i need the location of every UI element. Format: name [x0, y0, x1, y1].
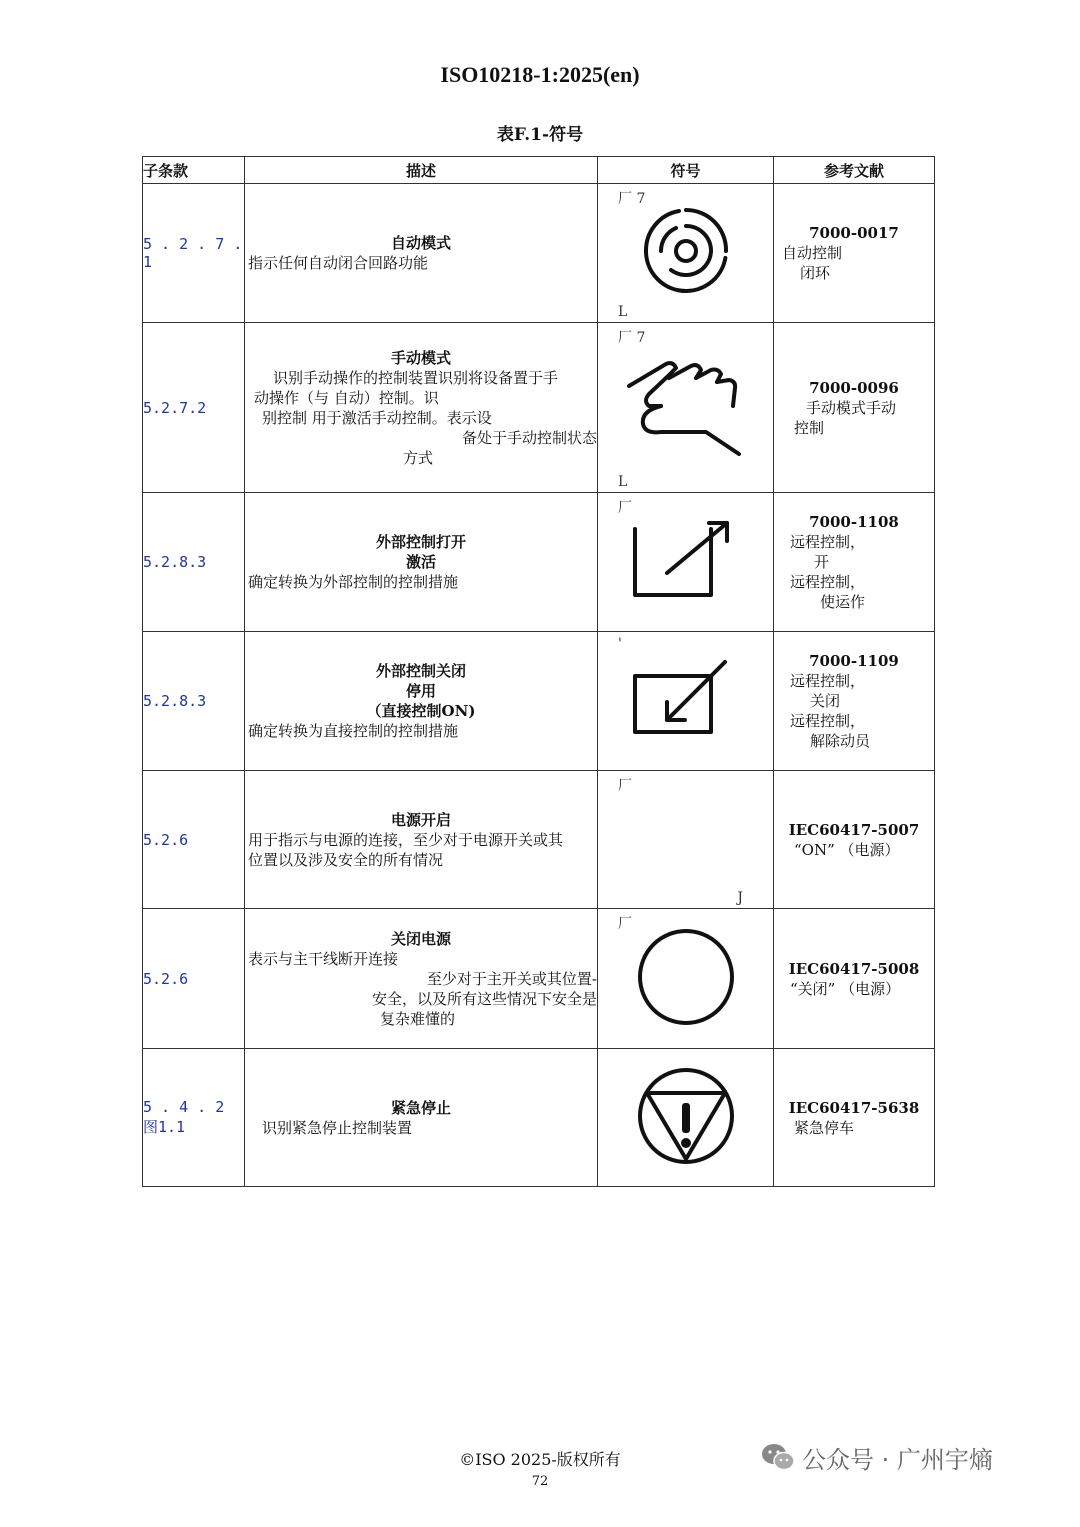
table-row — [143, 323, 935, 493]
description-line: 用于指示与电源的连接，至少对于电源开关或其 — [248, 830, 564, 849]
description-line: 确定转换为直接控制的控制措施 — [248, 722, 459, 740]
clause-number: 5.2.8.3 — [143, 553, 207, 571]
table-row — [143, 632, 935, 771]
column-header-reference: 参考文献 — [774, 157, 935, 184]
symbol-cell — [598, 493, 774, 632]
reference-line: 关闭 — [810, 692, 841, 710]
symbol-cell — [598, 632, 774, 771]
clause-number: 5.2.6 — [143, 830, 189, 849]
description-line: 备处于手动控制状态 — [461, 428, 597, 447]
symbols-table — [142, 156, 935, 1187]
table-caption: 表F.1-符号 — [496, 125, 584, 145]
description-line: 动操作（与 自动）控制。识 — [254, 388, 439, 407]
corner-mark: 厂 7 — [618, 330, 646, 346]
table-row — [143, 771, 935, 909]
reference-code: IEC60417-5007 — [788, 820, 920, 839]
clause-cell — [143, 771, 245, 909]
reference-line: “关闭” （电源） — [790, 979, 901, 998]
description-cell — [245, 909, 598, 1049]
clause-cell — [143, 632, 245, 771]
description-line: 表示与主干线断开连接 — [248, 949, 399, 968]
reference-line: 自动控制 — [782, 244, 843, 262]
reference-line: 闭环 — [800, 264, 831, 282]
corner-mark: L — [618, 304, 628, 320]
reference-cell — [774, 771, 935, 909]
clause-cell — [143, 1049, 245, 1187]
reference-line: 远程控制， — [790, 533, 866, 551]
description-title: 外部控制关闭 — [375, 662, 466, 680]
column-header-clause: 子条款 — [143, 157, 245, 184]
description-cell — [245, 184, 598, 323]
reference-cell — [774, 1049, 935, 1187]
description-cell — [245, 771, 598, 909]
symbol-cell — [598, 771, 774, 909]
reference-code: IEC60417-5638 — [788, 1098, 920, 1117]
reference-cell — [774, 632, 935, 771]
reference-line: 远程控制， — [790, 712, 866, 730]
clause-number: 5.2.7.2 — [143, 398, 207, 417]
corner-mark: 厂 7 — [618, 191, 646, 207]
description-line: 识别手动操作的控制装置识别将设备置于手 — [273, 368, 559, 387]
reference-line: “ON” （电源） — [794, 840, 900, 859]
corner-mark: J — [737, 890, 743, 906]
symbol-cell — [598, 1049, 774, 1187]
description-cell — [245, 1049, 598, 1187]
description-line: 确定转换为外部控制的控制措施 — [248, 573, 459, 591]
power-off-circle-icon — [631, 922, 741, 1032]
reference-line: 开 — [814, 553, 830, 571]
clause-number: 5 . 4 . 2 — [143, 1098, 225, 1116]
reference-line: 手动模式手动 — [806, 398, 897, 417]
description-title: （直接控制ON) — [366, 702, 476, 720]
clause-figure-reference: 图1.1 — [143, 1118, 186, 1136]
clause-number: 5 . 2 . 7 . 1 — [143, 235, 243, 271]
external-control-on-icon — [631, 515, 741, 605]
document-title: ISO10218-1:2025(en) — [440, 62, 640, 87]
reference-line: 紧急停车 — [794, 1118, 855, 1137]
description-title: 电源开启 — [390, 810, 451, 829]
table-row — [143, 909, 935, 1049]
description-title: 紧急停止 — [390, 1098, 451, 1117]
manual-hand-icon — [621, 356, 751, 456]
watermark — [760, 1440, 1060, 1474]
copyright-notice: ©ISO 2025-版权所有 — [459, 1450, 621, 1469]
corner-mark: 厂 — [618, 778, 632, 794]
description-line: 复杂难懂的 — [380, 1009, 456, 1028]
description-line: 位置以及涉及安全的所有情况 — [248, 850, 444, 869]
reference-line: 使运作 — [820, 593, 866, 611]
corner-mark: L — [618, 474, 628, 490]
column-header-description: 描述 — [245, 157, 598, 184]
reference-cell — [774, 909, 935, 1049]
symbol-cell — [598, 323, 774, 493]
description-title: 激活 — [405, 553, 436, 571]
clause-cell — [143, 909, 245, 1049]
column-header-symbol: 符号 — [598, 157, 774, 184]
description-title: 自动模式 — [390, 234, 451, 252]
reference-line: 解除动员 — [810, 732, 871, 750]
description-cell — [245, 493, 598, 632]
description-title: 外部控制打开 — [375, 533, 466, 551]
reference-code: IEC60417-5008 — [788, 959, 920, 978]
symbol-cell — [598, 909, 774, 1049]
description-title: 停用 — [405, 682, 436, 700]
description-title: 关闭电源 — [390, 929, 451, 948]
automatic-mode-icon — [631, 196, 741, 306]
table-header-row — [143, 157, 935, 184]
reference-code: 7000-1109 — [809, 652, 899, 670]
corner-mark: ' — [618, 636, 622, 652]
description-line: 指示任何自动闭合回路功能 — [248, 254, 429, 272]
reference-line: 远程控制， — [790, 672, 866, 690]
external-control-off-icon — [631, 654, 741, 744]
description-line: 安全，以及所有这些情况下安全是 — [371, 989, 597, 1008]
clause-cell — [143, 184, 245, 323]
reference-line: 远程控制， — [790, 573, 866, 591]
description-cell — [245, 632, 598, 771]
reference-line: 控制 — [794, 418, 825, 437]
description-line: 识别紧急停止控制装置 — [262, 1118, 413, 1137]
corner-mark: 厂 — [618, 500, 632, 516]
table-row — [143, 1049, 935, 1187]
reference-cell — [774, 493, 935, 632]
clause-cell — [143, 493, 245, 632]
description-line: 方式 — [403, 448, 434, 467]
clause-number: 5.2.8.3 — [143, 692, 207, 710]
symbol-cell — [598, 184, 774, 323]
description-cell — [245, 323, 598, 493]
reference-code: 7000-0096 — [809, 378, 899, 397]
reference-code: 7000-0017 — [809, 224, 899, 242]
table-row — [143, 493, 935, 632]
watermark-text: 公众号 · 广州宇熵 — [802, 1445, 993, 1474]
description-title: 手动模式 — [390, 348, 451, 367]
reference-cell — [774, 184, 935, 323]
description-line: 至少对于主开关或其位置- — [426, 969, 597, 988]
clause-number: 5.2.6 — [143, 969, 189, 988]
emergency-stop-icon — [631, 1061, 741, 1171]
description-line: 别控制 用于激活手动控制。表示设 — [262, 408, 492, 427]
reference-cell — [774, 323, 935, 493]
table-row — [143, 184, 935, 323]
wechat-icon — [760, 1442, 796, 1472]
reference-code: 7000-1108 — [809, 513, 899, 531]
corner-mark: 厂 — [618, 916, 632, 932]
page-number: 72 — [531, 1474, 549, 1489]
clause-cell — [143, 323, 245, 493]
